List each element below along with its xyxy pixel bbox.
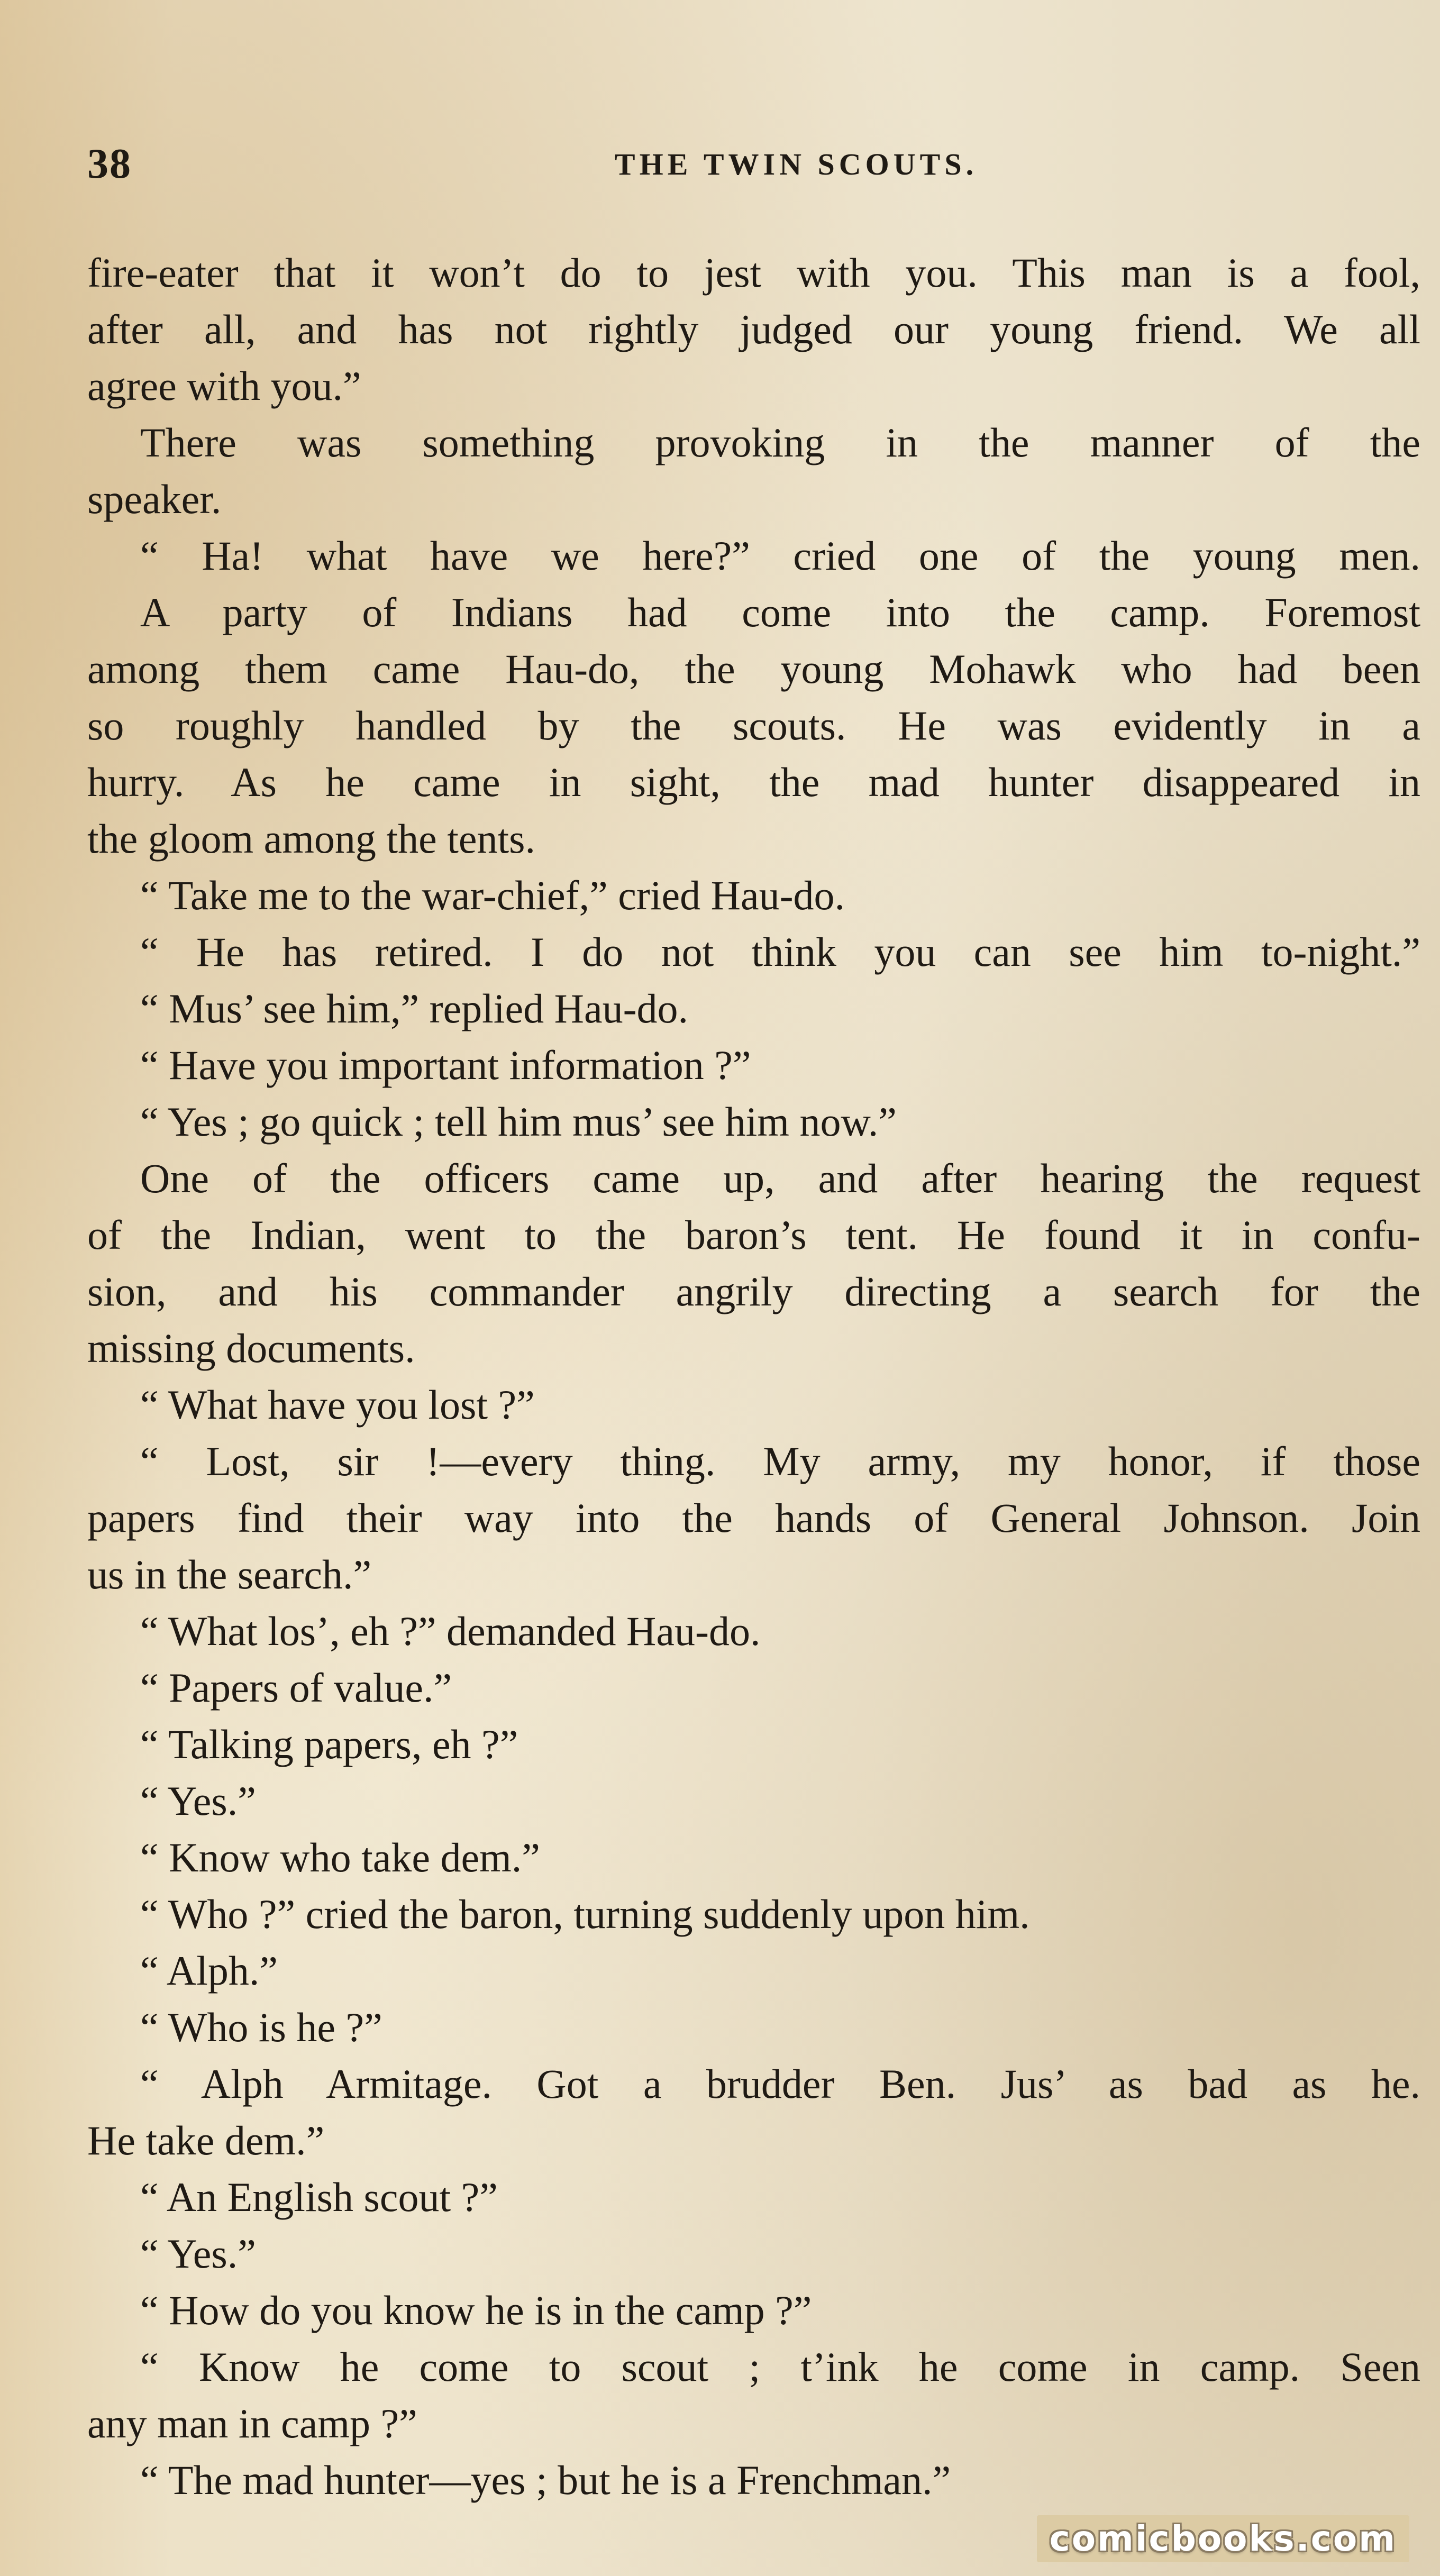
text-line: “ How do you know he is in the camp ?” — [140, 2287, 812, 2333]
text-line: “ Yes.” — [140, 2231, 256, 2277]
page-number: 38 — [87, 141, 132, 187]
text-line: “ Mus’ see him,” replied Hau-do. — [140, 985, 689, 1031]
text-line: He take dem.” — [87, 2117, 325, 2163]
text-line: “ Ha! what have we here?” cried one of the young men. — [140, 533, 1420, 579]
text-line: agree with you.” — [87, 363, 361, 409]
text-line: papers find their way into the hands of General Johnson. Join — [87, 1495, 1420, 1541]
text-line: “ Know who take dem.” — [140, 1834, 540, 1880]
text-line: “ What los’, eh ?” demanded Hau-do. — [140, 1608, 761, 1654]
text-line: “ What have you lost ?” — [140, 1382, 535, 1428]
text-line: so roughly handled by the scouts. He was evidently in a — [87, 702, 1420, 748]
text-line: sion, and his commander angrily directing a search for the — [87, 1268, 1420, 1314]
text-line: “ Take me to the war-chief,” cried Hau-do. — [140, 872, 845, 918]
text-line: A party of Indians had come into the camp. Foremost — [140, 589, 1420, 635]
running-head: THE TWIN SCOUTS. — [614, 147, 978, 181]
text-line: “ Talking papers, eh ?” — [140, 1721, 518, 1767]
text-line: “ An English scout ?” — [140, 2174, 498, 2220]
text-line: the gloom among the tents. — [87, 816, 536, 862]
text-line: “ Alph Armitage. Got a brudder Ben. Jus’ as bad as he. — [140, 2061, 1420, 2107]
text-line: “ Who ?” cried the baron, turning suddenly upon him. — [140, 1891, 1030, 1937]
text-line: missing documents. — [87, 1325, 415, 1371]
text-line: “ Yes.” — [140, 1778, 256, 1824]
text-line: speaker. — [87, 476, 222, 522]
text-line: after all, and has not rightly judged our young friend. We all — [87, 306, 1420, 352]
text-line: “ Know he come to scout ; t’ink he come in camp. Seen — [140, 2344, 1420, 2390]
text-line: “ He has retired. I do not think you can see him to-night.” — [140, 929, 1420, 975]
text-line: “ Who is he ?” — [140, 2004, 382, 2050]
text-line: fire-eater that it won’t do to jest with you. This man is a fool, — [87, 250, 1420, 296]
body-text — [87, 244, 1420, 2508]
text-line: “ The mad hunter—yes ; but he is a Frenchman.” — [140, 2457, 951, 2503]
text-line: hurry. As he came in sight, the mad hunter disappeared in — [87, 759, 1420, 805]
text-line: us in the search.” — [87, 1551, 372, 1597]
text-line: “ Yes ; go quick ; tell him mus’ see him now.” — [140, 1099, 897, 1145]
watermark-logo: comicbooks.com — [1037, 2515, 1409, 2562]
text-line: “ Papers of value.” — [140, 1665, 452, 1711]
text-line: of the Indian, went to the baron’s tent. He found it in confu- — [87, 1212, 1420, 1258]
page-header — [87, 135, 1420, 193]
text-line: among them came Hau-do, the young Mohawk who had been — [87, 646, 1420, 692]
text-line: any man in camp ?” — [87, 2400, 417, 2446]
text-line: “ Alph.” — [140, 1948, 278, 1994]
text-line: “ Lost, sir !—every thing. My army, my honor, if those — [140, 1438, 1420, 1484]
text-line: “ Have you important information ?” — [140, 1042, 751, 1088]
text-line: There was something provoking in the manner of the — [140, 419, 1420, 465]
text-line: One of the officers came up, and after hearing the request — [140, 1155, 1420, 1201]
